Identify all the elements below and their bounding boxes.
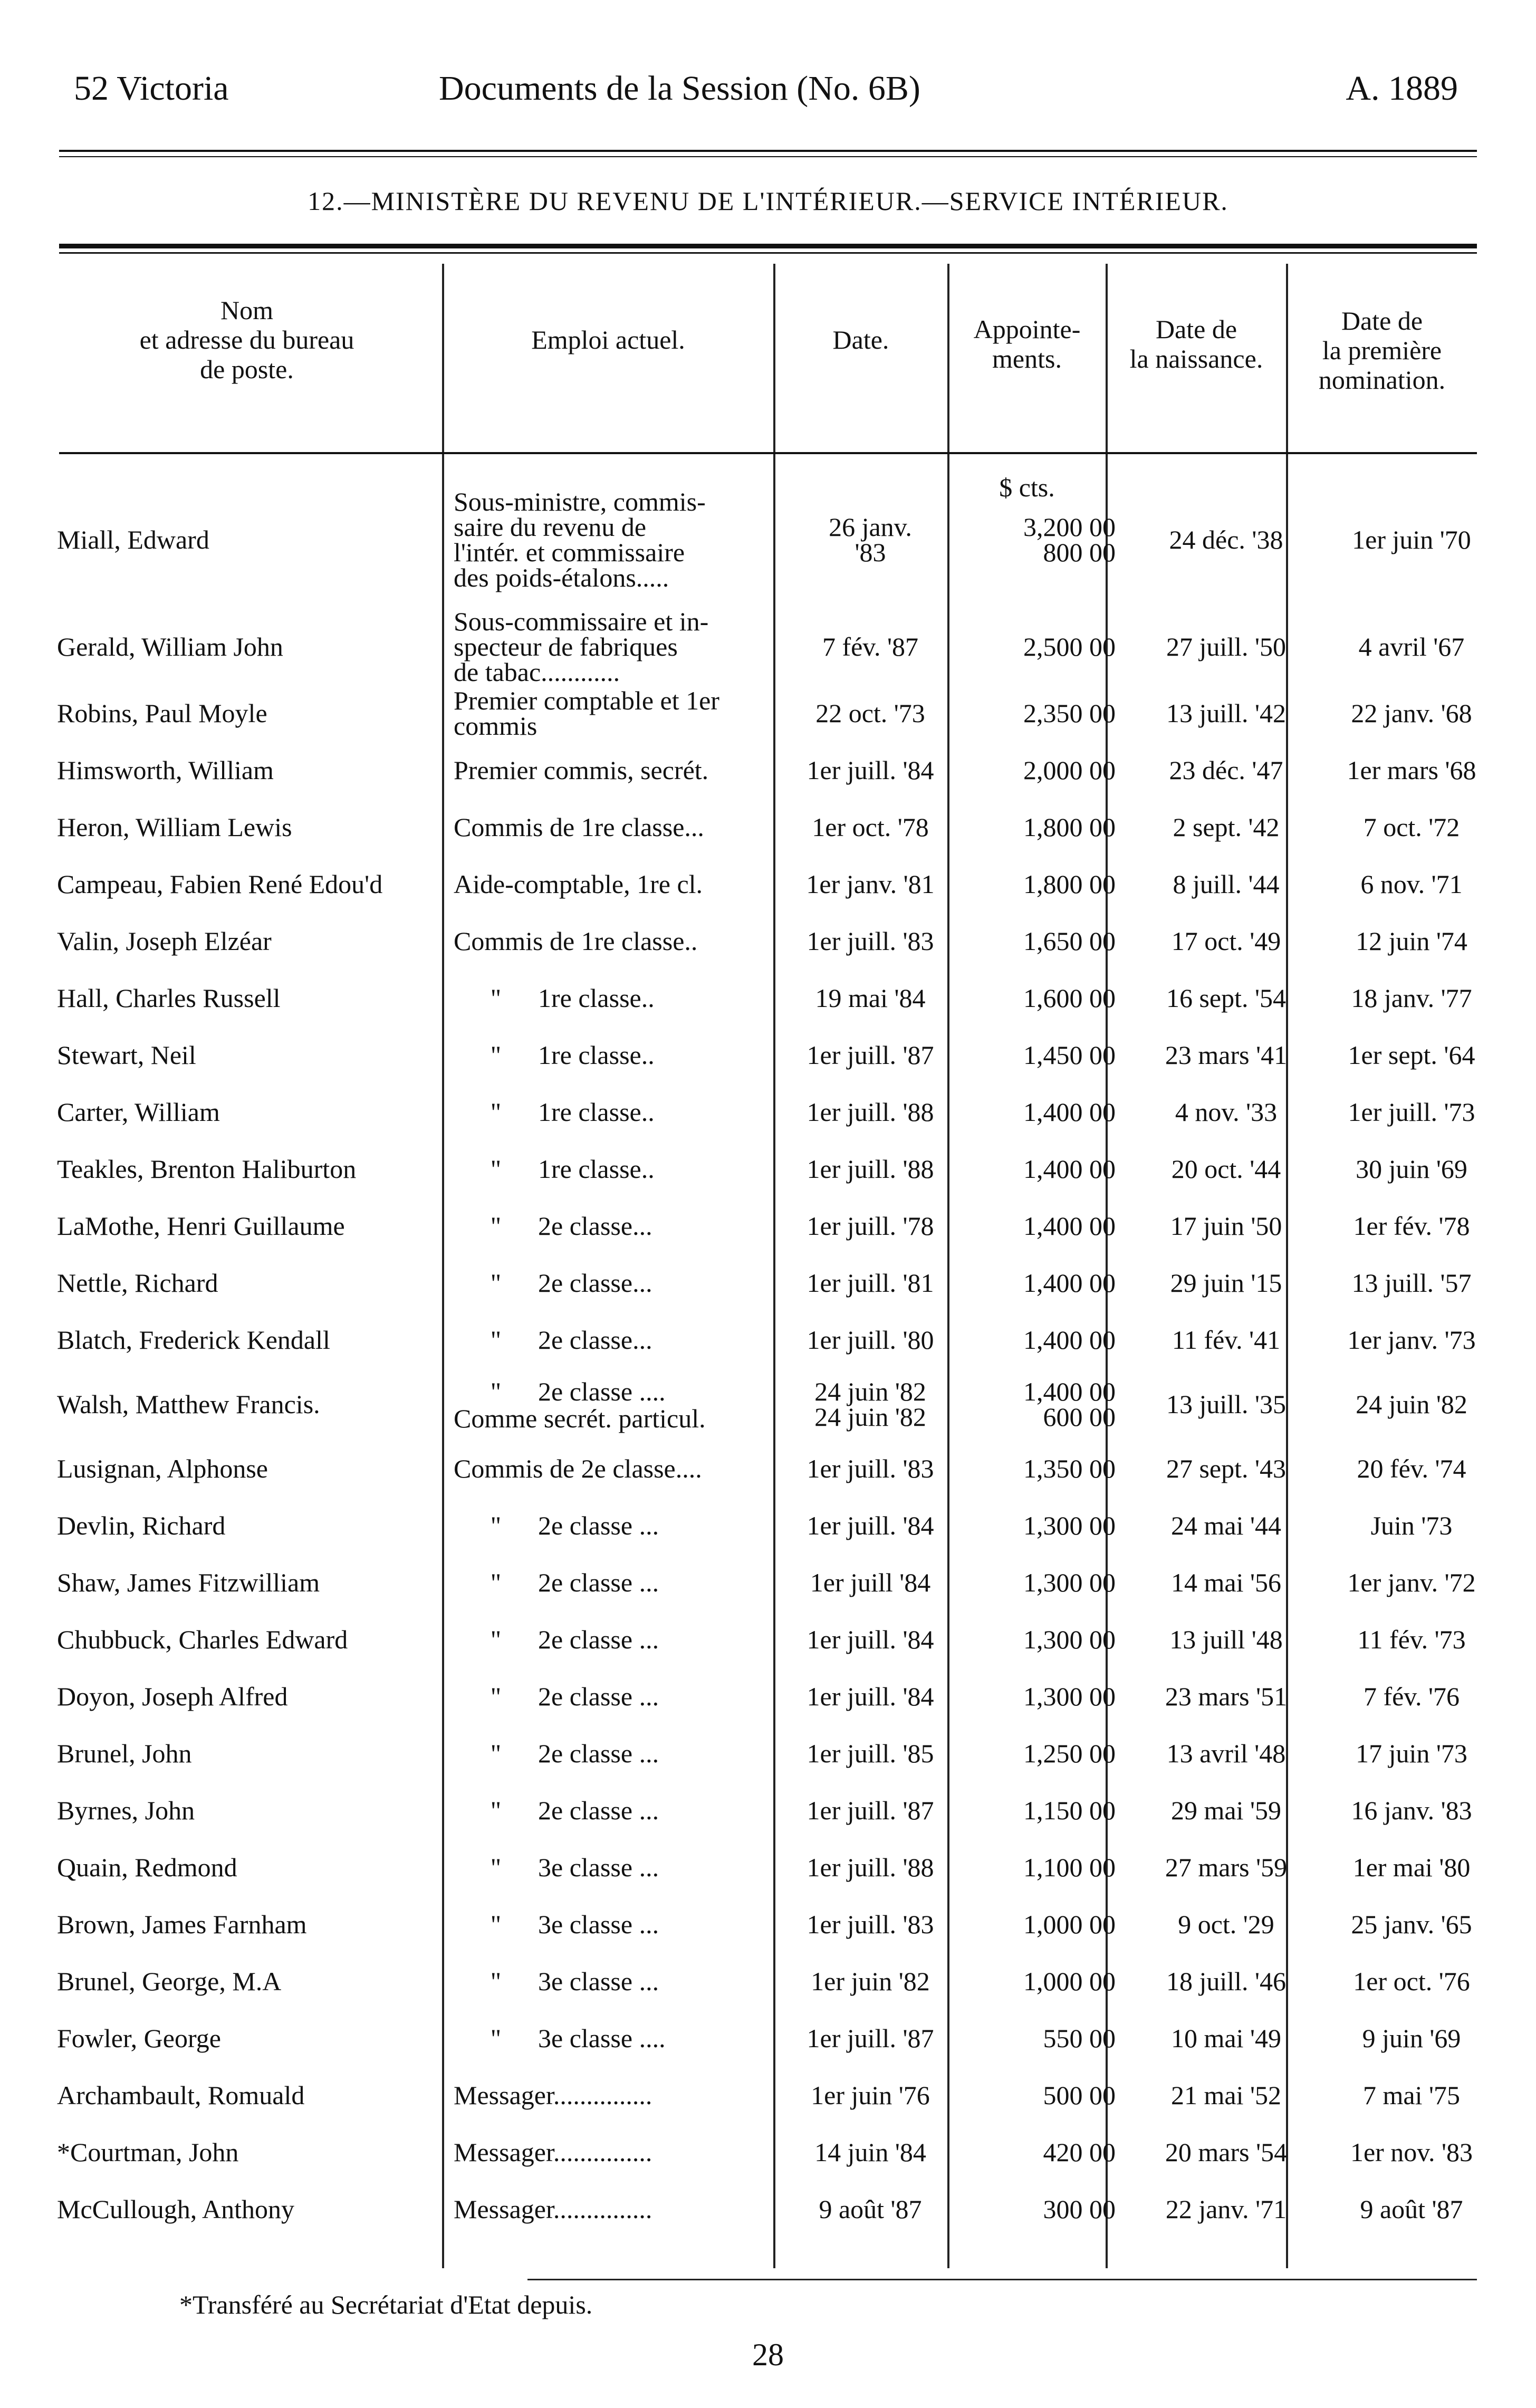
table-title: 12.—MINISTÈRE DU REVENU DE L'INTÉRIEUR.—SERVICE INTÉRIEUR.	[308, 186, 1228, 216]
employment: " 2e classe ...	[448, 1782, 783, 1839]
first-nomination-date: 1er mars '68	[1347, 755, 1476, 785]
column-header-birth: Date de la naissance.	[1129, 314, 1263, 373]
birth-date: 27 sept. '43	[1166, 1454, 1287, 1483]
table-row	[53, 1611, 1503, 1668]
salary: 1,000 00	[1023, 1966, 1116, 1996]
ditto-mark: "	[490, 1511, 502, 1540]
first-nomination-date: 20 fév. '74	[1357, 1454, 1466, 1483]
appointment-date: 1er juill. '84	[807, 1625, 934, 1654]
table-row	[53, 1140, 1503, 1197]
first-nomination-date: 1er juin '70	[1352, 525, 1471, 554]
table-row	[53, 913, 1503, 970]
birth-date: 2 sept. '42	[1173, 812, 1280, 842]
employee-name: Shaw, James Fitzwilliam	[57, 1568, 320, 1597]
ditto-mark: "	[490, 1154, 502, 1184]
ditto-mark: "	[490, 983, 502, 1013]
first-nomination-date: 18 janv. '77	[1351, 983, 1472, 1013]
appointment-date: 1er janv. '81	[806, 869, 935, 899]
personnel-table	[53, 471, 1503, 2238]
employee-name: Nettle, Richard	[57, 1268, 218, 1298]
appointment-date: 1er juill. '87	[807, 1040, 934, 1070]
salary: 1,300 00	[1023, 1511, 1116, 1540]
table-row	[53, 609, 1503, 685]
column-header-name: Nom et adresse du bureau de poste.	[139, 295, 354, 384]
employee-name: Carter, William	[57, 1097, 220, 1127]
title-rule-thick	[59, 244, 1477, 248]
employment: " 1re classe..	[448, 1026, 783, 1083]
employment: Messager...............	[454, 2194, 652, 2224]
salary: 1,800 00	[1023, 812, 1116, 842]
ditto-mark: "	[490, 1377, 502, 1406]
table-row	[53, 2067, 1503, 2124]
ditto-mark: "	[490, 1097, 502, 1127]
employment: " 1re classe..	[448, 1140, 783, 1197]
ditto-mark: "	[490, 1325, 502, 1355]
currency-label: $ cts.	[999, 473, 1055, 502]
employee-name: LaMothe, Henri Guillaume	[57, 1211, 345, 1241]
table-row	[53, 1311, 1503, 1368]
salary: 1,400 00	[1023, 1154, 1116, 1184]
employment: Commis de 1re classe..	[454, 926, 698, 956]
table-row	[53, 1440, 1503, 1497]
page-number: 28	[752, 2337, 784, 2372]
birth-date: 13 juill '48	[1169, 1625, 1283, 1654]
employment: Premier commis, secrét.	[454, 755, 709, 785]
ditto-mark: "	[490, 1853, 502, 1882]
header-rule	[59, 150, 1477, 152]
ditto-mark: "	[490, 1625, 502, 1654]
employment: " 2e classe ...	[448, 1554, 783, 1611]
first-nomination-date: 1er fév. '78	[1353, 1211, 1470, 1241]
first-nomination-date: 12 juin '74	[1356, 926, 1467, 956]
birth-date: 23 déc. '47	[1169, 755, 1283, 785]
table-row	[53, 856, 1503, 913]
employment: " 2e classe ...	[448, 1611, 783, 1668]
appointment-date: 1er juill. '80	[807, 1325, 934, 1355]
birth-date: 9 oct. '29	[1178, 1910, 1274, 1939]
employment: Messager...............	[454, 2080, 652, 2110]
footnote: *Transféré au Secrétariat d'Etat depuis.	[179, 2290, 593, 2319]
salary: 3,200 00 800 00	[1023, 512, 1116, 567]
salary: 1,600 00	[1023, 983, 1116, 1013]
salary: 1,300 00	[1023, 1682, 1116, 1711]
ditto-mark: "	[490, 1966, 502, 1996]
birth-date: 14 mai '56	[1171, 1568, 1281, 1597]
salary: 1,000 00	[1023, 1910, 1116, 1939]
first-nomination-date: 22 janv. '68	[1351, 698, 1472, 728]
first-nomination-date: 1er janv. '72	[1347, 1568, 1476, 1597]
employee-name: Himsworth, William	[57, 755, 274, 785]
salary: 1,100 00	[1023, 1853, 1116, 1882]
table-row	[53, 2124, 1503, 2181]
header-session-year: 52 Victoria	[74, 69, 229, 108]
employee-name: Brunel, John	[57, 1739, 192, 1768]
table-row	[53, 799, 1503, 856]
appointment-date: 1er oct. '78	[812, 812, 929, 842]
birth-date: 27 juill. '50	[1166, 632, 1287, 661]
employment: " 1re classe..	[448, 970, 783, 1026]
first-nomination-date: 9 août '87	[1360, 2194, 1463, 2224]
employment: " 2e classe .... Comme secrét. particul.	[454, 1377, 706, 1433]
employee-name: Devlin, Richard	[57, 1511, 226, 1540]
appointment-date: 1er juill. '81	[807, 1268, 934, 1298]
first-nomination-date: 9 juin '69	[1362, 2023, 1461, 2053]
footnote-rule	[527, 2279, 1477, 2280]
birth-date: 27 mars '59	[1165, 1853, 1288, 1882]
employment: " 2e classe...	[448, 1197, 783, 1254]
salary: 2,350 00	[1023, 698, 1116, 728]
first-nomination-date: 1er mai '80	[1352, 1853, 1471, 1882]
first-nomination-date: 25 janv. '65	[1351, 1910, 1472, 1939]
table-row	[53, 1554, 1503, 1611]
birth-date: 20 oct. '44	[1171, 1154, 1281, 1184]
employee-name: Teakles, Brenton Haliburton	[57, 1154, 357, 1184]
appointment-date: 24 juin '82 24 juin '82	[814, 1377, 926, 1432]
table-row	[53, 1668, 1503, 1725]
employment: Sous-ministre, commis- saire du revenu de l'intér. et commissaire des poids-étalons.....	[454, 487, 706, 592]
employee-name: Lusignan, Alphonse	[57, 1454, 268, 1483]
salary: 300 00	[1043, 2194, 1116, 2224]
birth-date: 17 oct. '49	[1171, 926, 1281, 956]
employment: " 2e classe...	[448, 1311, 783, 1368]
employment: " 2e classe ...	[448, 1497, 783, 1554]
employee-name: Brunel, George, M.A	[57, 1966, 282, 1996]
first-nomination-date: Juin '73	[1370, 1511, 1453, 1540]
table-row	[53, 1254, 1503, 1311]
first-nomination-date: 4 avril '67	[1358, 632, 1465, 661]
employee-name: Hall, Charles Russell	[57, 983, 281, 1013]
appointment-date: 1er juill. '83	[807, 926, 934, 956]
column-header-first-nomination: Date de la première nomination.	[1318, 306, 1446, 395]
table-row	[53, 1026, 1503, 1083]
first-nomination-date: 24 juin '82	[1356, 1389, 1467, 1419]
salary: 1,300 00	[1023, 1625, 1116, 1654]
salary: 1,400 00	[1023, 1268, 1116, 1298]
salary: 1,400 00 600 00	[1023, 1377, 1116, 1432]
salary: 2,500 00	[1023, 632, 1116, 661]
ditto-mark: "	[490, 1739, 502, 1768]
salary: 2,000 00	[1023, 755, 1116, 785]
ditto-mark: "	[490, 1211, 502, 1241]
employee-name: McCullough, Anthony	[57, 2194, 295, 2224]
appointment-date: 22 oct. '73	[815, 698, 925, 728]
employment: " 3e classe ...	[448, 1953, 783, 2010]
employee-name: Byrnes, John	[57, 1796, 195, 1825]
birth-date: 24 déc. '38	[1169, 525, 1283, 554]
employment: Aide-comptable, 1re cl.	[454, 869, 703, 899]
ditto-mark: "	[490, 1268, 502, 1298]
appointment-date: 1er juin '76	[811, 2080, 930, 2110]
header-body-rule	[59, 452, 1477, 454]
employment: Messager...............	[454, 2137, 652, 2167]
ditto-mark: "	[490, 1682, 502, 1711]
employee-name: Walsh, Matthew Francis.	[57, 1389, 320, 1419]
ditto-mark: "	[490, 1910, 502, 1939]
appointment-date: 1er juill. '78	[807, 1211, 934, 1241]
appointment-date: 1er juill. '88	[807, 1853, 934, 1882]
birth-date: 4 nov. '33	[1175, 1097, 1278, 1127]
birth-date: 23 mars '41	[1165, 1040, 1288, 1070]
birth-date: 20 mars '54	[1165, 2137, 1288, 2167]
table-row	[53, 1896, 1503, 1953]
employment: " 3e classe ....	[448, 2010, 783, 2067]
table-row	[53, 1497, 1503, 1554]
table-row	[53, 2181, 1503, 2238]
salary: 1,400 00	[1023, 1211, 1116, 1241]
appointment-date: 1er juill. '83	[807, 1910, 934, 1939]
appointment-date: 1er juill. '83	[807, 1454, 934, 1483]
employment: Premier comptable et 1er commis	[454, 686, 719, 741]
salary: 1,150 00	[1023, 1796, 1116, 1825]
table-row	[53, 1368, 1503, 1440]
employee-name: Stewart, Neil	[57, 1040, 196, 1070]
appointment-date: 1er juill. '87	[807, 2023, 934, 2053]
header-document-title: Documents de la Session (No. 6B)	[439, 69, 920, 108]
employee-name: Doyon, Joseph Alfred	[57, 1682, 288, 1711]
ditto-mark: "	[490, 1568, 502, 1597]
table-row	[53, 1725, 1503, 1782]
employment: " 2e classe ...	[448, 1725, 783, 1782]
employment: " 3e classe ...	[448, 1896, 783, 1953]
table-row	[53, 2010, 1503, 2067]
employee-name: Gerald, William John	[57, 632, 283, 661]
header-year: A. 1889	[1346, 69, 1458, 108]
table-row	[53, 1953, 1503, 2010]
birth-date: 18 juill. '46	[1166, 1966, 1287, 1996]
salary: 1,350 00	[1023, 1454, 1116, 1483]
appointment-date: 1er juill. '84	[807, 1682, 934, 1711]
first-nomination-date: 6 nov. '71	[1360, 869, 1463, 899]
column-header-date: Date.	[832, 325, 889, 354]
birth-date: 10 mai '49	[1171, 2023, 1281, 2053]
header-rule-thin	[59, 156, 1477, 157]
appointment-date: 7 fév. '87	[822, 632, 919, 661]
employment: Commis de 1re classe...	[454, 812, 704, 842]
birth-date: 13 juill. '35	[1166, 1389, 1287, 1419]
first-nomination-date: 1er janv. '73	[1347, 1325, 1476, 1355]
first-nomination-date: 13 juill. '57	[1351, 1268, 1472, 1298]
column-header-employment: Emploi actuel.	[531, 325, 685, 354]
birth-date: 21 mai '52	[1171, 2080, 1281, 2110]
employment: " 1re classe..	[448, 1083, 783, 1140]
appointment-date: 19 mai '84	[815, 983, 926, 1013]
birth-date: 23 mars '51	[1165, 1682, 1288, 1711]
birth-date: 24 mai '44	[1171, 1511, 1281, 1540]
birth-date: 22 janv. '71	[1165, 2194, 1287, 2224]
employment: " 2e classe...	[448, 1254, 783, 1311]
table-row	[53, 1782, 1503, 1839]
salary: 550 00	[1043, 2023, 1116, 2053]
birth-date: 11 fév. '41	[1172, 1325, 1281, 1355]
ditto-mark: "	[490, 2023, 502, 2053]
first-nomination-date: 17 juin '73	[1356, 1739, 1467, 1768]
first-nomination-date: 7 oct. '72	[1363, 812, 1460, 842]
first-nomination-date: 30 juin '69	[1356, 1154, 1467, 1184]
birth-date: 8 juill. '44	[1173, 869, 1280, 899]
appointment-date: 1er juill. '84	[807, 1511, 934, 1540]
employee-name: *Courtman, John	[57, 2137, 239, 2167]
appointment-date: 1er juill. '88	[807, 1097, 934, 1127]
birth-date: 13 avril '48	[1166, 1739, 1286, 1768]
table-row	[53, 471, 1503, 609]
employee-name: Valin, Joseph Elzéar	[57, 926, 272, 956]
first-nomination-date: 16 janv. '83	[1351, 1796, 1472, 1825]
first-nomination-date: 1er juill. '73	[1348, 1097, 1475, 1127]
appointment-date: 1er juill. '87	[807, 1796, 934, 1825]
employee-name: Quain, Redmond	[57, 1853, 237, 1882]
appointment-date: 1er juill '84	[810, 1568, 931, 1597]
salary: 1,400 00	[1023, 1325, 1116, 1355]
table-row	[53, 1197, 1503, 1254]
salary: 1,650 00	[1023, 926, 1116, 956]
salary: 420 00	[1043, 2137, 1116, 2167]
employee-name: Robins, Paul Moyle	[57, 698, 267, 728]
employment: Commis de 2e classe....	[454, 1454, 702, 1483]
employee-name: Miall, Edward	[57, 525, 209, 554]
appointment-date: 1er juill. '84	[807, 755, 934, 785]
salary: 1,450 00	[1023, 1040, 1116, 1070]
first-nomination-date: 7 fév. '76	[1363, 1682, 1460, 1711]
table-row	[53, 742, 1503, 799]
title-rule-thin	[59, 252, 1477, 254]
salary: 1,250 00	[1023, 1739, 1116, 1768]
first-nomination-date: 1er sept. '64	[1348, 1040, 1475, 1070]
salary: 500 00	[1043, 2080, 1116, 2110]
first-nomination-date: 1er nov. '83	[1350, 2137, 1473, 2167]
appointment-date: 9 août '87	[819, 2194, 922, 2224]
appointment-date: 1er juill. '88	[807, 1154, 934, 1184]
employee-name: Brown, James Farnham	[57, 1910, 307, 1939]
salary: 1,800 00	[1023, 869, 1116, 899]
employee-name: Chubbuck, Charles Edward	[57, 1625, 348, 1654]
birth-date: 16 sept. '54	[1166, 983, 1287, 1013]
table-row	[53, 1839, 1503, 1896]
salary: 1,400 00	[1023, 1097, 1116, 1127]
employee-name: Heron, William Lewis	[57, 812, 292, 842]
first-nomination-date: 1er oct. '76	[1353, 1966, 1470, 1996]
appointment-date: 1er juin '82	[811, 1966, 930, 1996]
birth-date: 29 mai '59	[1171, 1796, 1281, 1825]
salary: 1,300 00	[1023, 1568, 1116, 1597]
employee-name: Fowler, George	[57, 2023, 221, 2053]
appointment-date: 14 juin '84	[814, 2137, 926, 2167]
birth-date: 29 juin '15	[1170, 1268, 1282, 1298]
ditto-mark: "	[490, 1796, 502, 1825]
appointment-date: 1er juill. '85	[807, 1739, 934, 1768]
employee-name: Blatch, Frederick Kendall	[57, 1325, 330, 1355]
employment: Sous-commissaire et in- specteur de fabriques de tabac............	[454, 609, 709, 685]
employee-name: Archambault, Romuald	[57, 2080, 305, 2110]
ditto-mark: "	[490, 1040, 502, 1070]
birth-date: 17 juin '50	[1170, 1211, 1282, 1241]
first-nomination-date: 7 mai '75	[1363, 2080, 1460, 2110]
table-row	[53, 685, 1503, 742]
birth-date: 13 juill. '42	[1166, 698, 1287, 728]
table-row	[53, 970, 1503, 1026]
first-nomination-date: 11 fév. '73	[1357, 1625, 1466, 1654]
employment: " 3e classe ...	[448, 1839, 783, 1896]
appointment-date: 26 janv. '83	[829, 512, 912, 567]
column-header-appointments: Appointe- ments.	[973, 314, 1081, 373]
employee-name: Campeau, Fabien René Edou'd	[57, 869, 383, 899]
employment: " 2e classe ...	[448, 1668, 783, 1725]
table-row	[53, 1083, 1503, 1140]
